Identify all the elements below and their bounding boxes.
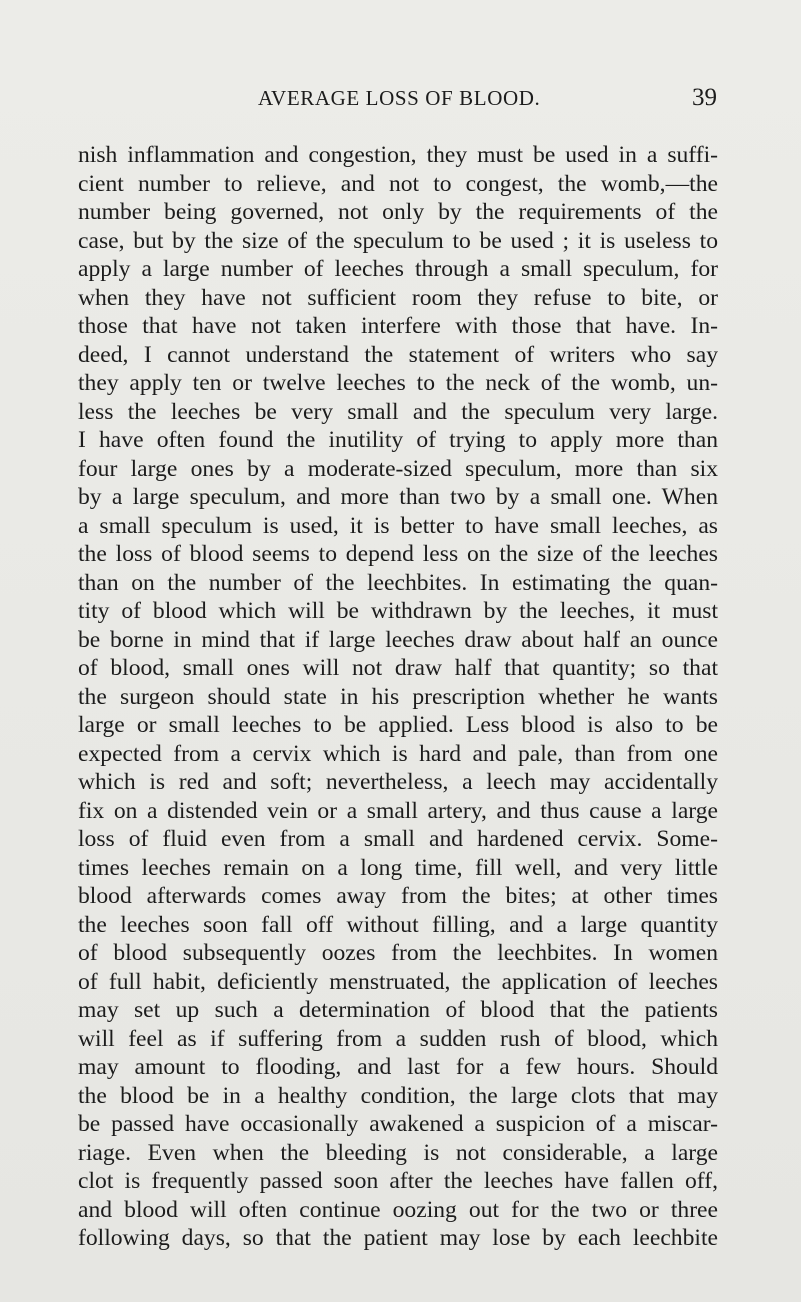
text-line: clot is frequently passed soon after the leeches have fallen off, — [78, 1168, 718, 1194]
text-line: the blood be in a healthy condition, the large clots that may — [78, 1082, 718, 1109]
text-line: be borne in mind that if large leeches draw about half an ounce — [78, 626, 718, 653]
body-text — [78, 141, 718, 1253]
text-line: tity of blood which will be withdrawn by the leeches, it must — [78, 598, 718, 624]
text-line: times leeches remain on a long time, fill well, and very little — [78, 854, 718, 881]
text-line: deed, I cannot understand the statement of writers who say — [78, 341, 718, 368]
text-line: of blood subsequently oozes from the leechbites. In women — [78, 940, 718, 966]
text-line: which is red and soft; nevertheless, a leech may accidentally — [78, 769, 718, 795]
text-line: be passed have occasionally awakened a suspicion of a miscar- — [78, 1111, 718, 1137]
text-line: and blood will often continue oozing out for the two or three — [78, 1196, 718, 1223]
text-line: the leeches soon fall off without filling, and a large quantity — [78, 911, 718, 938]
text-line: will feel as if suffering from a sudden rush of blood, which — [78, 1025, 718, 1052]
text-line: those that have not taken interfere with those that have. In- — [78, 313, 718, 339]
text-line: of blood, small ones will not draw half that quantity; so that — [78, 655, 718, 681]
text-line: number being governed, not only by the requirements of the — [78, 199, 718, 225]
text-line: expected from a cervix which is hard and pale, than from one — [78, 740, 718, 767]
text-line: fix on a distended vein or a small artery, and thus cause a large — [78, 797, 718, 824]
text-line: the loss of blood seems to depend less on the size of the leeches — [78, 541, 718, 567]
text-line: than on the number of the leechbites. In estimating the quan- — [78, 569, 718, 596]
text-line: the surgeon should state in his prescription whether he wants — [78, 683, 718, 710]
text-line: loss of fluid even from a small and hardened cervix. Some- — [78, 826, 718, 852]
text-line: cient number to relieve, and not to congest, the womb,—the — [78, 170, 718, 197]
running-head: AVERAGE LOSS OF BLOOD. — [258, 86, 541, 110]
text-line: a small speculum is used, it is better to have small leeches, as — [78, 512, 718, 539]
text-line: nish inflammation and congestion, they must be used in a suffi- — [78, 142, 718, 168]
text-line: riage. Even when the bleeding is not considerable, a large — [78, 1139, 718, 1166]
text-line: large or small leeches to be applied. Less blood is also to be — [78, 712, 718, 738]
text-line: when they have not sufficient room they refuse to bite, or — [78, 284, 718, 311]
text-line: of full habit, deficiently menstruated, the application of leeches — [78, 968, 718, 995]
text-line: by a large speculum, and more than two by a small one. When — [78, 484, 718, 510]
text-line: I have often found the inutility of trying to apply more than — [78, 427, 718, 453]
text-line: blood afterwards comes away from the bites; at other times — [78, 883, 718, 909]
page-number: 39 — [692, 84, 717, 111]
text-line: apply a large number of leeches through a small speculum, for — [78, 256, 718, 282]
text-line: case, but by the size of the speculum to be used ; it is useless to — [78, 227, 718, 254]
text-line: less the leeches be very small and the speculum very large. — [78, 398, 718, 425]
text-line: four large ones by a moderate-sized speculum, more than six — [78, 455, 718, 482]
page-header — [0, 86, 801, 116]
text-line: may amount to flooding, and last for a few hours. Should — [78, 1054, 718, 1080]
text-line: they apply ten or twelve leeches to the neck of the womb, un- — [78, 370, 718, 396]
text-line: following days, so that the patient may lose by each leechbite — [78, 1225, 718, 1251]
text-line: may set up such a determination of blood that the patients — [78, 997, 718, 1023]
